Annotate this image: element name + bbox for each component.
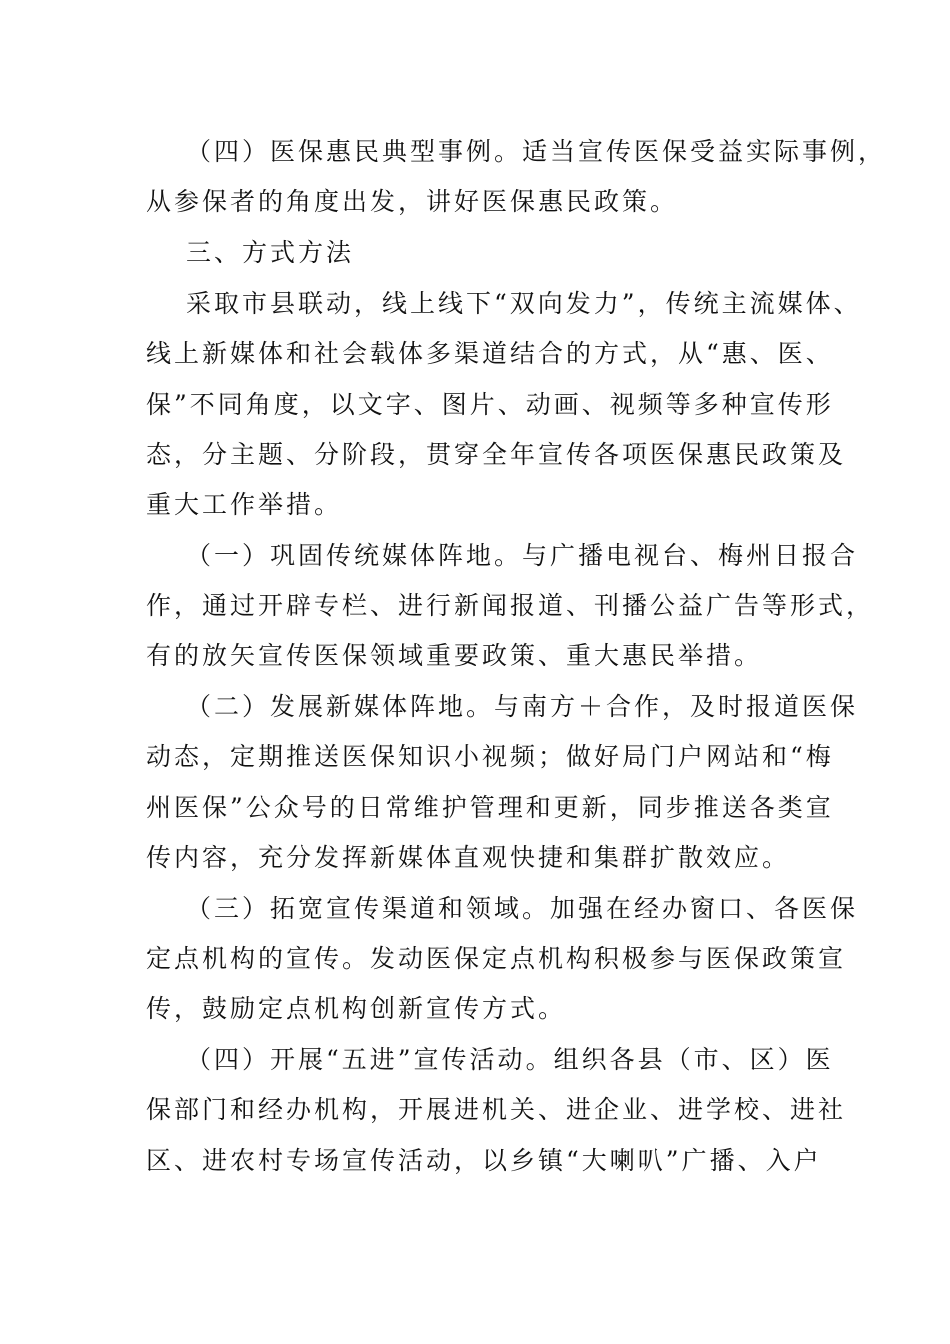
paragraph-line-14: 州医保”公众号的日常维护管理和更新，同步推送各类宣 — [146, 793, 834, 822]
paragraph-line-2: 从参保者的角度出发，讲好医保惠民政策。 — [146, 187, 679, 216]
paragraph-line-8: 重大工作举措。 — [146, 490, 343, 519]
paragraph-line-17: 定点机构的宣传。发动医保定点机构积极参与医保政策宣 — [146, 944, 847, 973]
paragraph-line-12: （二）发展新媒体阵地。与南方＋合作，及时报道医保 — [186, 692, 859, 721]
paragraph-line-11: 有的放矢宣传医保领域重要政策、重大惠民举措。 — [146, 641, 763, 670]
paragraph-line-16: （三）拓宽宣传渠道和领域。加强在经办窗口、各医保 — [186, 894, 859, 923]
paragraph-line-13: 动态，定期推送医保知识小视频；做好局门户网站和“梅 — [146, 742, 834, 771]
paragraph-line-7: 态，分主题、分阶段，贯穿全年宣传各项医保惠民政策及 — [146, 440, 847, 469]
paragraph-line-10: 作，通过开辟专栏、进行新闻报道、刊播公益广告等形式， — [146, 591, 875, 620]
paragraph-line-4: 采取市县联动，线上线下“双向发力”，传统主流媒体、 — [186, 289, 862, 318]
paragraph-line-21: 区、进农村专场宣传活动，以乡镇“大喇叭”广播、入户 — [146, 1146, 822, 1175]
paragraph-line-18: 传，鼓励定点机构创新宣传方式。 — [146, 994, 567, 1023]
paragraph-line-5: 线上新媒体和社会载体多渠道结合的方式，从“惠、医、 — [146, 339, 834, 368]
paragraph-line-15: 传内容，充分发挥新媒体直观快捷和集群扩散效应。 — [146, 843, 791, 872]
section-heading: 三、方式方法 — [186, 238, 355, 267]
paragraph-line-9: （一）巩固传统媒体阵地。与广播电视台、梅州日报合 — [186, 541, 859, 570]
paragraph-line-19: （四）开展“五进”宣传活动。组织各县（市、区）医 — [186, 1045, 834, 1074]
paragraph-line-1: （四）医保惠民典型事例。适当宣传医保受益实际事例， — [186, 137, 887, 166]
paragraph-line-20: 保部门和经办机构，开展进机关、进企业、进学校、进社 — [146, 1095, 847, 1124]
paragraph-line-6: 保”不同角度，以文字、图片、动画、视频等多种宣传形 — [146, 390, 834, 419]
